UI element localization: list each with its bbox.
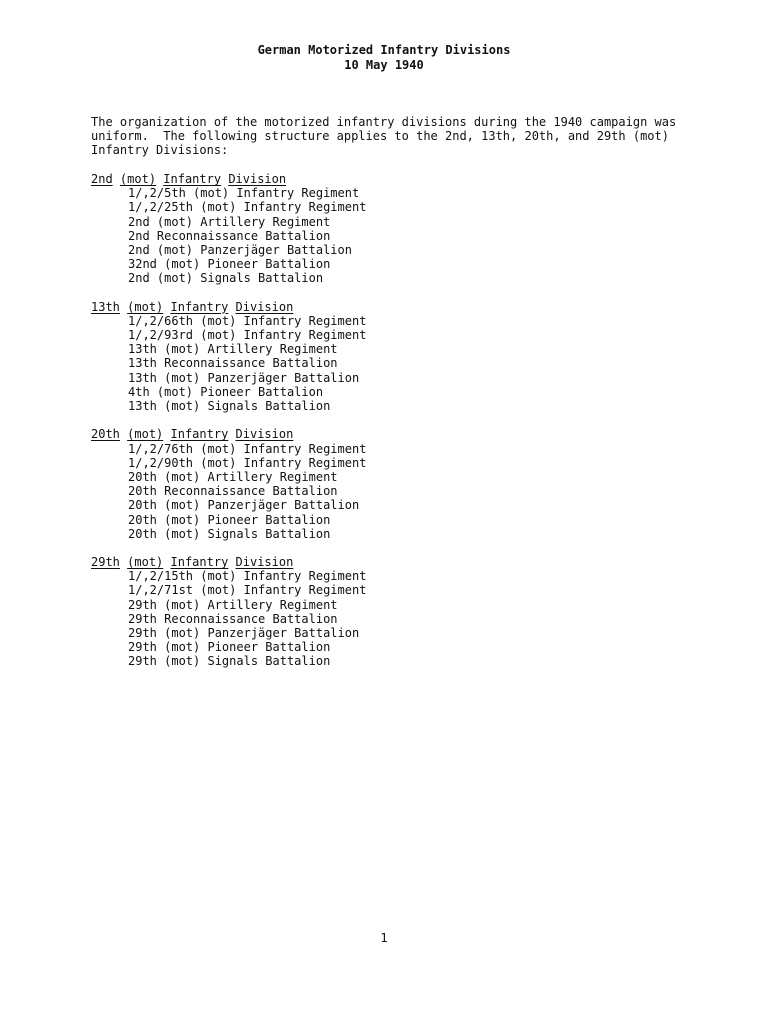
division-heading: 29th (mot) Infantry Division	[91, 555, 294, 570]
title-block	[0, 43, 768, 73]
page-number: 1	[380, 931, 388, 945]
division-heading: 20th (mot) Infantry Division	[91, 427, 294, 442]
division-heading: 2nd (mot) Infantry Division	[91, 172, 287, 186]
document-date: 10 May 1940	[344, 58, 424, 72]
unit-item: 20th (mot) Panzerjäger Battalion	[128, 498, 360, 513]
division-section	[91, 427, 691, 541]
divisions-list	[91, 172, 691, 683]
unit-item: 1/,2/25th (mot) Infantry Regiment	[128, 200, 367, 215]
document-title: German Motorized Infantry Divisions	[257, 43, 511, 57]
unit-item: 29th (mot) Pioneer Battalion	[128, 640, 331, 655]
unit-list	[91, 569, 691, 668]
unit-item: 2nd (mot) Signals Battalion	[128, 271, 324, 286]
unit-item: 13th Reconnaissance Battalion	[128, 356, 338, 371]
unit-list	[91, 442, 691, 541]
unit-list	[91, 314, 691, 413]
division-section	[91, 300, 691, 414]
unit-list	[91, 186, 691, 285]
unit-item: 29th (mot) Panzerjäger Battalion	[128, 626, 360, 640]
unit-item: 4th (mot) Pioneer Battalion	[128, 384, 324, 399]
unit-item: 1/,2/71st (mot) Infantry Regiment	[128, 583, 367, 598]
unit-item: 13th (mot) Artillery Regiment	[128, 342, 338, 357]
unit-item: 20th (mot) Artillery Regiment	[128, 469, 338, 484]
unit-item: 20th (mot) Pioneer Battalion	[128, 512, 331, 527]
unit-item: 32nd (mot) Pioneer Battalion	[128, 257, 331, 272]
division-section	[91, 555, 691, 669]
intro-paragraph: The organization of the motorized infantry divisions during the 1940 campaign was uniform. The following structure applies to the 2nd, 13th, 20th, and 29th (mot) Infantry Divisions:	[91, 115, 677, 158]
unit-item: 1/,2/15th (mot) Infantry Regiment	[128, 569, 367, 584]
unit-item: 20th Reconnaissance Battalion	[128, 484, 338, 499]
unit-item: 13th (mot) Signals Battalion	[128, 399, 331, 413]
unit-item: 1/,2/66th (mot) Infantry Regiment	[128, 313, 367, 328]
unit-item: 20th (mot) Signals Battalion	[128, 526, 331, 541]
unit-item: 2nd Reconnaissance Battalion	[128, 228, 331, 243]
unit-item: 2nd (mot) Panzerjäger Battalion	[128, 242, 352, 257]
unit-item: 1/,2/5th (mot) Infantry Regiment	[128, 186, 360, 201]
unit-item: 2nd (mot) Artillery Regiment	[128, 214, 331, 229]
unit-item: 13th (mot) Panzerjäger Battalion	[128, 370, 360, 385]
unit-item: 29th Reconnaissance Battalion	[128, 611, 338, 626]
unit-item: 1/,2/90th (mot) Infantry Regiment	[128, 455, 367, 470]
division-section	[91, 172, 691, 286]
division-heading: 13th (mot) Infantry Division	[91, 299, 294, 314]
unit-item: 1/,2/76th (mot) Infantry Regiment	[128, 441, 367, 456]
unit-item: 1/,2/93rd (mot) Infantry Regiment	[128, 328, 367, 343]
unit-item: 29th (mot) Artillery Regiment	[128, 597, 338, 612]
unit-item: 29th (mot) Signals Battalion	[128, 654, 331, 669]
